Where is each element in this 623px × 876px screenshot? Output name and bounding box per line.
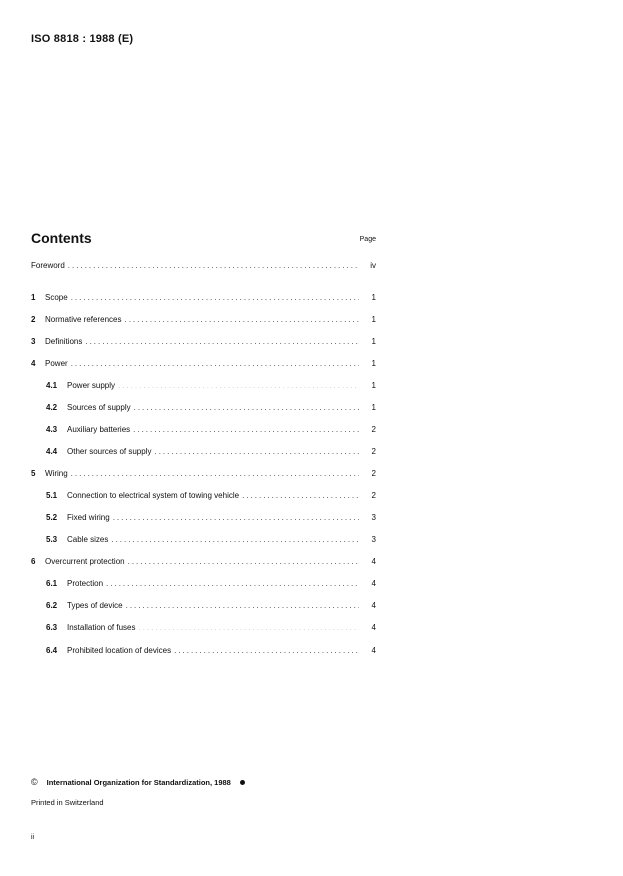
toc-entry-title: Foreword bbox=[31, 261, 65, 270]
document-identifier: ISO 8818 : 1988 (E) bbox=[31, 33, 134, 45]
dot-leader bbox=[71, 358, 359, 370]
dot-leader bbox=[71, 468, 359, 480]
toc-entry-page: 3 bbox=[371, 513, 376, 522]
toc-entry-auxiliary-batteries[interactable] bbox=[46, 424, 376, 436]
toc-entry-title: Types of device bbox=[67, 601, 123, 610]
dot-leader bbox=[133, 424, 359, 436]
dot-leader bbox=[242, 490, 359, 502]
dot-leader bbox=[138, 622, 359, 634]
printed-in: Printed in Switzerland bbox=[31, 798, 104, 807]
toc-entry-connection-towing-vehicle[interactable] bbox=[46, 490, 376, 502]
dot-leader bbox=[118, 380, 359, 392]
toc-entry-number: 2 bbox=[31, 315, 36, 324]
toc-entry-page: 1 bbox=[371, 293, 376, 302]
toc-entry-overcurrent-protection[interactable] bbox=[31, 556, 376, 568]
toc-entry-title: Sources of supply bbox=[67, 403, 131, 412]
toc-entry-number: 6.3 bbox=[46, 623, 58, 632]
toc-entry-power-supply[interactable] bbox=[46, 380, 376, 392]
toc-entry-number: 3 bbox=[31, 337, 36, 346]
toc-entry-title: Definitions bbox=[45, 337, 83, 346]
toc-entry-page: 1 bbox=[371, 403, 376, 412]
toc-entry-page: 2 bbox=[371, 425, 376, 434]
toc-entry-title: Connection to electrical system of towing vehicle bbox=[67, 491, 240, 500]
toc-entry-title: Scope bbox=[45, 293, 68, 302]
toc-entry-sources-of-supply[interactable] bbox=[46, 402, 376, 414]
toc-entry-number: 5 bbox=[31, 469, 36, 478]
copyright-line bbox=[31, 777, 245, 787]
toc-entry-title: Normative references bbox=[45, 315, 122, 324]
toc-entry-title: Other sources of supply bbox=[67, 447, 152, 456]
contents-heading: Contents bbox=[31, 230, 92, 246]
toc-entry-number: 4 bbox=[31, 359, 36, 368]
toc-entry-wiring[interactable] bbox=[31, 468, 376, 480]
toc-entry-number: 5.1 bbox=[46, 491, 58, 500]
dot-leader bbox=[111, 534, 359, 546]
bullet-icon bbox=[240, 780, 245, 785]
toc-entry-page: 1 bbox=[371, 315, 376, 324]
toc-entry-fixed-wiring[interactable] bbox=[46, 512, 376, 524]
toc-entry-title: Overcurrent protection bbox=[45, 557, 125, 566]
toc-entry-page: 4 bbox=[371, 646, 376, 655]
toc-entry-page: 1 bbox=[371, 359, 376, 368]
toc-entry-number: 4.4 bbox=[46, 447, 58, 456]
toc-entry-page: 4 bbox=[371, 601, 376, 610]
toc-entry-page: 2 bbox=[371, 491, 376, 500]
toc-entry-scope[interactable] bbox=[31, 292, 376, 304]
toc-entry-number: 4.3 bbox=[46, 425, 58, 434]
toc-entry-page: iv bbox=[370, 261, 376, 270]
toc-entry-page: 4 bbox=[371, 557, 376, 566]
toc-entry-page: 1 bbox=[371, 337, 376, 346]
toc-entry-number: 6 bbox=[31, 557, 36, 566]
dot-leader bbox=[68, 260, 359, 272]
toc-entry-number: 5.3 bbox=[46, 535, 58, 544]
dot-leader bbox=[134, 402, 359, 414]
toc-entry-number: 5.2 bbox=[46, 513, 58, 522]
toc-entry-prohibited-location[interactable] bbox=[46, 645, 376, 657]
toc-entry-definitions[interactable] bbox=[31, 336, 376, 348]
toc-entry-page: 3 bbox=[371, 535, 376, 544]
toc-entry-protection[interactable] bbox=[46, 578, 376, 590]
dot-leader bbox=[154, 446, 359, 458]
dot-leader bbox=[106, 578, 359, 590]
toc-entry-number: 6.1 bbox=[46, 579, 58, 588]
toc-entry-normative-references[interactable] bbox=[31, 314, 376, 326]
toc-entry-types-of-device[interactable] bbox=[46, 600, 376, 612]
dot-leader bbox=[113, 512, 359, 524]
dot-leader bbox=[126, 600, 359, 612]
page-folio: ii bbox=[31, 834, 35, 841]
toc-entry-title: Prohibited location of devices bbox=[67, 646, 172, 655]
toc-entry-page: 2 bbox=[371, 469, 376, 478]
copyright-text: International Organization for Standardization, 1988 bbox=[46, 777, 231, 787]
toc-entry-page: 1 bbox=[371, 381, 376, 390]
dot-leader bbox=[85, 336, 359, 348]
page-column-label: Page bbox=[359, 236, 376, 243]
toc-entry-power[interactable] bbox=[31, 358, 376, 370]
toc-entry-number: 1 bbox=[31, 293, 36, 302]
toc-entry-page: 2 bbox=[371, 447, 376, 456]
toc-entry-other-sources-of-supply[interactable] bbox=[46, 446, 376, 458]
toc-entry-title: Fixed wiring bbox=[67, 513, 110, 522]
toc-entry-number: 6.4 bbox=[46, 646, 58, 655]
toc-entry-number: 4.1 bbox=[46, 381, 58, 390]
toc-entry-page: 4 bbox=[371, 623, 376, 632]
toc-entry-title: Protection bbox=[67, 579, 104, 588]
toc-entry-number: 6.2 bbox=[46, 601, 58, 610]
dot-leader bbox=[128, 556, 359, 568]
dot-leader bbox=[124, 314, 359, 326]
toc-entry-number: 4.2 bbox=[46, 403, 58, 412]
toc-entry-title: Installation of fuses bbox=[67, 623, 136, 632]
dot-leader bbox=[174, 645, 359, 657]
toc-entry-installation-of-fuses[interactable] bbox=[46, 622, 376, 634]
toc-entry-cable-sizes[interactable] bbox=[46, 534, 376, 546]
copyright-icon: © bbox=[31, 777, 38, 787]
toc-entry-title: Wiring bbox=[45, 469, 68, 478]
toc-entry-title: Power supply bbox=[67, 381, 116, 390]
toc-entry-page: 4 bbox=[371, 579, 376, 588]
dot-leader bbox=[71, 292, 359, 304]
toc-entry-title: Power bbox=[45, 359, 68, 368]
toc-entry-title: Auxiliary batteries bbox=[67, 425, 131, 434]
toc-entry-foreword[interactable] bbox=[31, 260, 376, 272]
toc-entry-title: Cable sizes bbox=[67, 535, 109, 544]
